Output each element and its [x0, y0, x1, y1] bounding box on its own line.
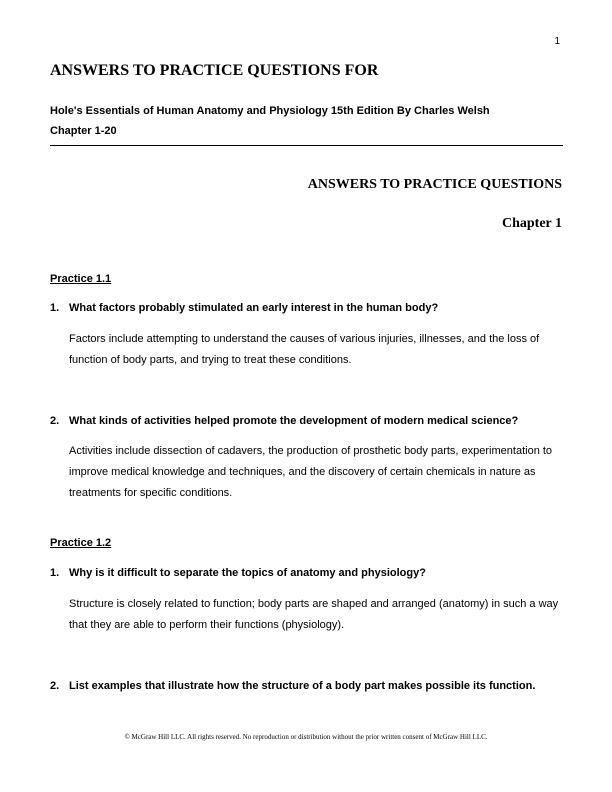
question-number: 1. — [50, 302, 60, 314]
question-text: What kinds of activities helped promote the development of modern medical science? — [69, 415, 519, 427]
section-heading: ANSWERS TO PRACTICE QUESTIONS — [307, 177, 562, 192]
chapter-heading: Chapter 1 — [501, 216, 562, 231]
question-number: 2. — [50, 680, 60, 692]
answer-1-1-1: Factors include attempting to understand the causes of various injuries, illnesses, and the loss of function of body parts, and trying to treat these conditions. — [69, 333, 540, 366]
answer-1-1-2: Activities include dissection of cadavers, the production of prosthetic body parts, experimentation to improve medical knowledge and techniques, and the discovery of certain chemicals in nature as treatments for specific conditions. — [69, 445, 553, 499]
practice-heading-1-1: Practice 1.1 — [50, 273, 112, 285]
copyright-footer: © McGraw Hill LLC. All rights reserved. No reproduction or distribution without the prior written consent of McGraw Hill LLC. — [124, 733, 488, 741]
answer-1-2-1: Structure is closely related to function; body parts are shaped and arranged (anatomy) in such a way that they are able to perform their functions (physiology). — [69, 598, 559, 631]
question-1-2-1 — [50, 563, 565, 584]
question-1-1-2 — [50, 411, 565, 432]
book-title-line: Hole's Essentials of Human Anatomy and Physiology 15th Edition By Charles Welsh — [50, 105, 490, 117]
question-text: Why is it difficult to separate the topics of anatomy and physiology? — [69, 567, 426, 579]
question-1-2-2 — [50, 676, 565, 697]
practice-heading-1-2: Practice 1.2 — [50, 537, 112, 549]
page-number: 1 — [554, 36, 560, 47]
chapter-range-line: Chapter 1-20 — [50, 125, 117, 137]
question-number: 1. — [50, 567, 60, 579]
document-title: ANSWERS TO PRACTICE QUESTIONS FOR — [50, 62, 379, 79]
question-1-1-1 — [50, 298, 565, 319]
question-text: List examples that illustrate how the structure of a body part makes possible its function. — [69, 680, 536, 692]
document-subtitle — [50, 101, 570, 141]
header-divider — [50, 145, 563, 146]
question-number: 2. — [50, 415, 60, 427]
question-text: What factors probably stimulated an early interest in the human body? — [69, 302, 439, 314]
